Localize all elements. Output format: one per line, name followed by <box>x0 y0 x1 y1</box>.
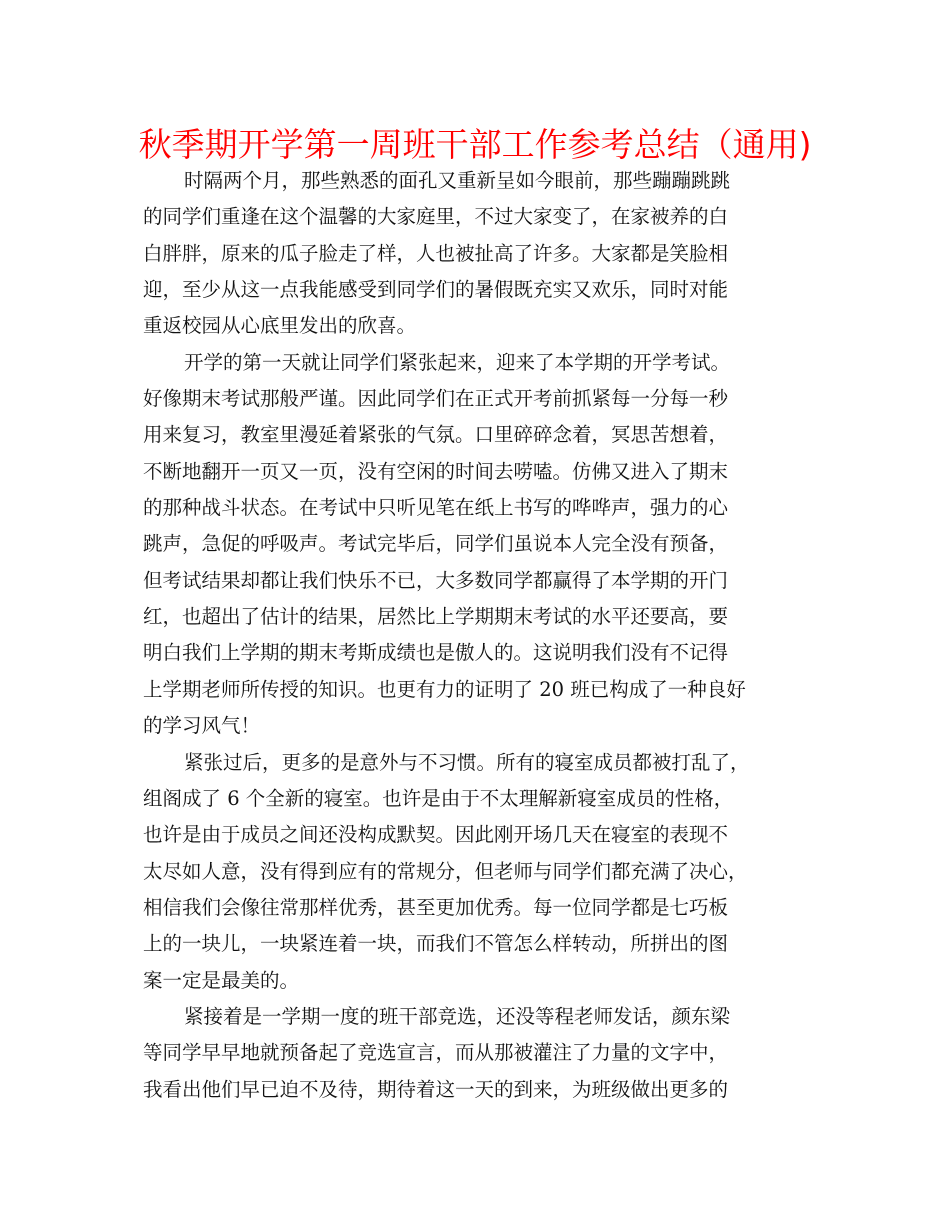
document-body <box>143 163 827 1108</box>
text-line: 的那种战斗状态。在考试中只听见笔在纸上书写的哗哗声，强力的心 <box>143 496 729 520</box>
text-line: 上学期老师所传授的知识。也更有力的证明了 20 班已构成了一种良好 <box>143 677 746 701</box>
text-line: 紧接着是一学期一度的班干部竞选，还没等程老师发话，颜东梁 <box>184 1004 731 1028</box>
text-line: 组阁成了 6 个全新的寝室。也许是由于不太理解新寝室成员的性格， <box>143 786 734 810</box>
text-line: 好像期末考试那般严谨。因此同学们在正式开考前抓紧每一分每一秒 <box>143 387 729 411</box>
text-line: 白胖胖，原来的瓜子脸走了样，人也被扯高了许多。大家都是笑脸相 <box>143 241 729 265</box>
paragraph-3 <box>143 745 827 999</box>
paragraph-1 <box>143 163 827 345</box>
text-line: 的同学们重逢在这个温馨的大家庭里，不过大家变了，在家被养的白 <box>143 205 729 229</box>
text-line: 跳声，急促的呼吸声。考试完毕后，同学们虽说本人完全没有预备， <box>143 532 729 556</box>
paragraph-4 <box>143 999 827 1108</box>
text-line: 相信我们会像往常那样优秀，甚至更加优秀。每一位同学都是七巧板 <box>143 895 729 919</box>
text-line: 等同学早早地就预备起了竞选宣言，而从那被灌注了力量的文字中， <box>143 1041 729 1065</box>
text-line: 也许是由于成员之间还没构成默契。因此刚开场几天在寝室的表现不 <box>143 823 729 847</box>
text-line: 但考试结果却都让我们快乐不已，大多数同学都赢得了本学期的开门 <box>143 568 729 592</box>
text-line: 迎，至少从这一点我能感受到同学们的暑假既充实又欢乐，同时对能 <box>143 278 729 302</box>
text-line: 上的一块儿，一块紧连着一块，而我们不管怎么样转动，所拼出的图 <box>143 932 729 956</box>
paragraph-2 <box>143 345 827 745</box>
text-line: 的学习风气！ <box>143 714 261 738</box>
text-line: 我看出他们早已迫不及待，期待着这一天的到来，为班级做出更多的 <box>143 1077 729 1101</box>
text-line: 案一定是最美的。 <box>143 968 300 992</box>
text-line: 紧张过后，更多的是意外与不习惯。所有的寝室成员都被打乱了， <box>184 750 750 774</box>
text-line: 用来复习，教室里漫延着紧张的气氛。口里碎碎念着，冥思苦想着， <box>143 423 729 447</box>
text-line: 明白我们上学期的期末考斯成绩也是傲人的。这说明我们没有不记得 <box>143 641 729 665</box>
text-line: 不断地翻开一页又一页，没有空闲的时间去唠嗑。仿佛又进入了期末 <box>143 459 729 483</box>
document-title: 秋季期开学第一周班干部工作参考总结（通用) <box>138 125 812 164</box>
text-line: 太尽如人意，没有得到应有的常规分，但老师与同学们都充满了决心， <box>143 859 748 883</box>
text-line: 时隔两个月，那些熟悉的面孔又重新呈如今眼前，那些蹦蹦跳跳 <box>184 169 731 192</box>
text-line: 重返校园从心底里发出的欣喜。 <box>143 314 417 338</box>
text-line: 红，也超出了估计的结果，居然比上学期期末考试的水平还要高，要 <box>143 605 729 629</box>
text-line: 开学的第一天就让同学们紧张起来，迎来了本学期的开学考试。 <box>184 350 731 374</box>
